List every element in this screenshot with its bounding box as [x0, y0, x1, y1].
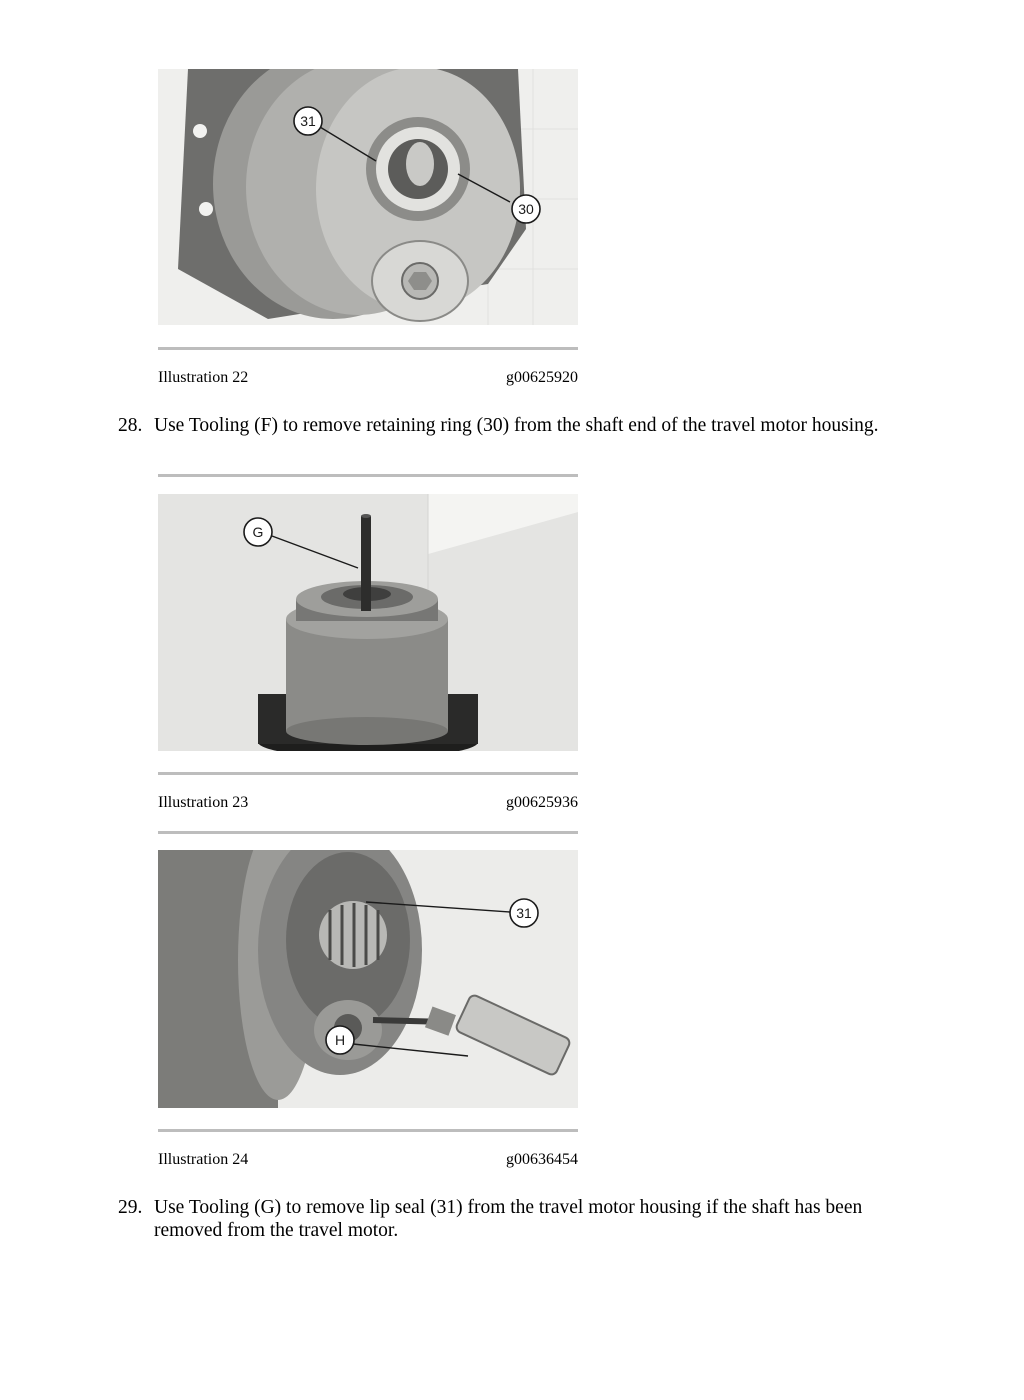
caption-label: Illustration 24 — [158, 1151, 249, 1168]
caption-label: Illustration 23 — [158, 794, 249, 811]
illustration-22-image — [158, 69, 578, 325]
illustration-23-caption — [158, 794, 578, 812]
callout-31 — [294, 107, 322, 135]
callout-30 — [512, 195, 540, 223]
callout-G — [244, 518, 272, 546]
svg-text:31: 31 — [516, 905, 532, 921]
caption-label: Illustration 22 — [158, 369, 249, 386]
svg-text:G: G — [252, 524, 264, 540]
caption-id: g00636454 — [506, 1151, 578, 1168]
callout-H — [326, 1026, 354, 1054]
illustration-22-rule — [158, 347, 578, 350]
illustration-24-rule — [158, 1129, 578, 1132]
caption-id: g00625920 — [506, 369, 578, 386]
illustration-24-caption — [158, 1151, 578, 1169]
svg-text:30: 30 — [518, 201, 534, 217]
callout-31 — [510, 899, 538, 927]
step-29 — [118, 1196, 918, 1242]
illustration-24-image — [158, 850, 578, 1108]
step-text: Use Tooling (G) to remove lip seal (31) from the travel motor housing if the shaft has been removed from the travel motor. — [154, 1197, 863, 1241]
caption-id: g00625936 — [506, 794, 578, 811]
svg-text:H: H — [334, 1032, 346, 1048]
illustration-23-rule — [158, 772, 578, 775]
illustration-24-top-rule — [158, 831, 578, 834]
step-28 — [118, 414, 918, 437]
illustration-22-caption — [158, 369, 578, 387]
illustration-23-top-rule — [158, 474, 578, 477]
illustration-23-image — [158, 494, 578, 751]
step-text: Use Tooling (F) to remove retaining ring (30) from the shaft end of the travel motor housing. — [154, 415, 879, 436]
step-number: 28. — [118, 415, 143, 436]
svg-text:31: 31 — [300, 113, 316, 129]
step-number: 29. — [118, 1197, 143, 1218]
